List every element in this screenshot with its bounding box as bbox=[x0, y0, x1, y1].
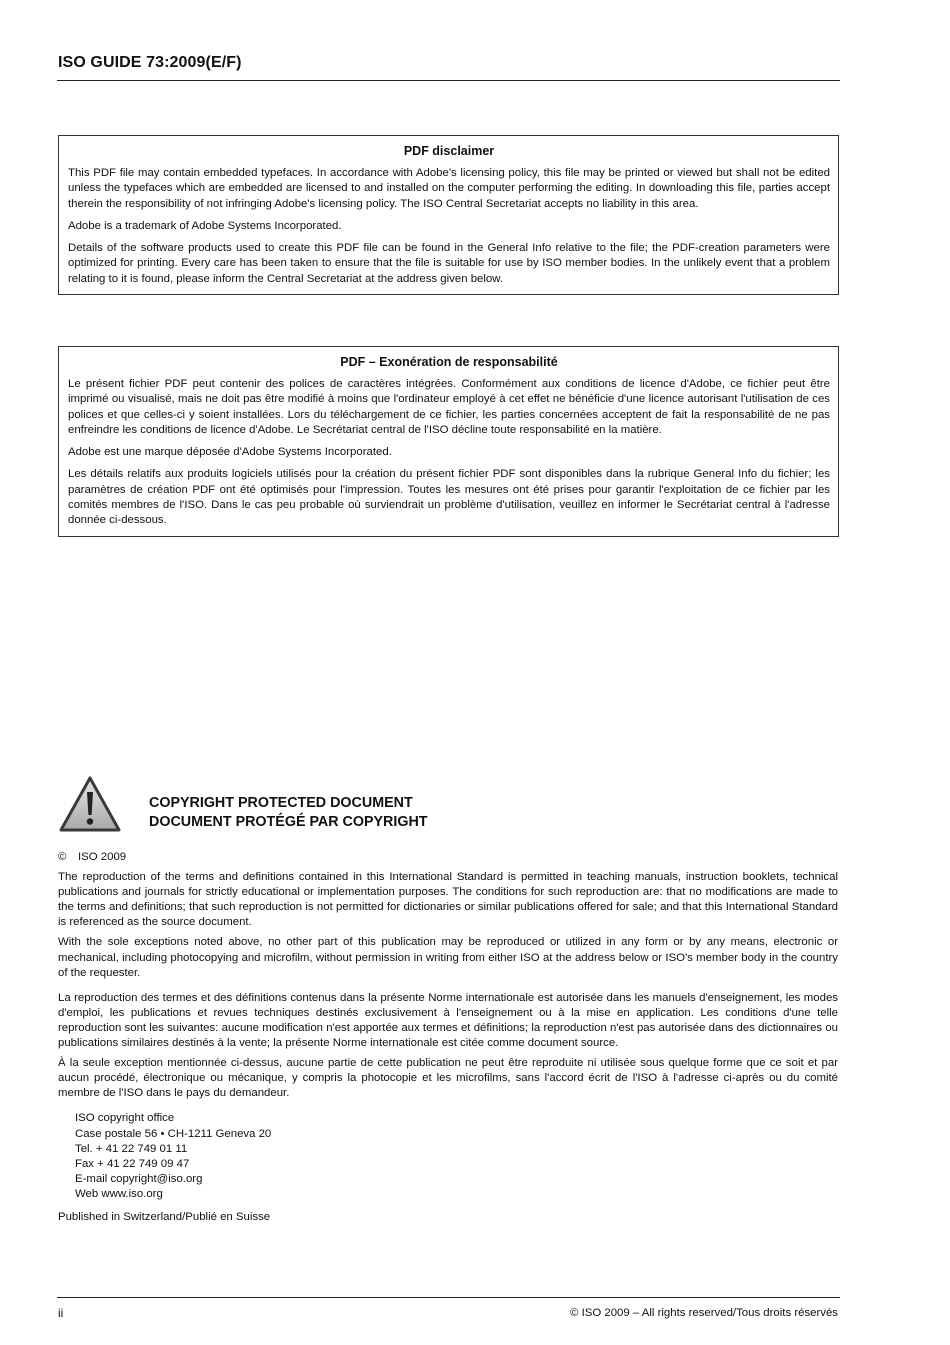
copyright-symbol: © bbox=[58, 851, 67, 863]
address-fax: Fax + 41 22 749 09 47 bbox=[75, 1157, 190, 1170]
copyright-year-line bbox=[58, 850, 838, 865]
footer-rights-notice: © ISO 2009 – All rights reserved/Tous droits réservés bbox=[570, 1307, 838, 1319]
disclaimer-paragraph-en-2: Adobe is a trademark of Adobe Systems Incorporated. bbox=[68, 219, 342, 232]
copyright-heading-en: COPYRIGHT PROTECTED DOCUMENT bbox=[149, 795, 413, 811]
address-tel: Tel. + 41 22 749 01 11 bbox=[75, 1142, 188, 1155]
disclaimer-paragraph-en-3: Details of the software products used to create this PDF file can be found in the General Info relative to the file; the PDF-creation parameters were optimized for printing. Every care has been taken to ensure that the file is suitable for use by ISO member bodies. In the unlikely event that a problem relating to it is found, please inform the Central Secretariat at the address given below. bbox=[68, 242, 830, 285]
copyright-year: ISO 2009 bbox=[78, 851, 127, 863]
address-web: Web www.iso.org bbox=[75, 1187, 163, 1200]
iso-office-address bbox=[75, 1111, 838, 1202]
copyright-heading bbox=[149, 794, 428, 832]
address-postal: Case postale 56 • CH-1211 Geneva 20 bbox=[75, 1127, 272, 1140]
pdf-disclaimer-box-fr bbox=[58, 346, 839, 537]
copyright-paragraph-fr-2: À la seule exception mentionnée ci-dessus, aucune partie de cette publication ne peut être reproduite ni utilisée sous quelque forme que ce soit et par aucun procédé, électronique ou mécanique, y compris la photocopie et les microfilms, sans l'accord écrit de l'ISO à l'adresse ci-après ou du comité membre de l'ISO dans le pays du demandeur. bbox=[58, 1057, 838, 1100]
pdf-disclaimer-box-en bbox=[58, 135, 839, 295]
disclaimer-title-en: PDF disclaimer bbox=[403, 144, 495, 158]
copyright-paragraph-en-2: With the sole exceptions noted above, no other part of this publication may be reproduced or utilized in any form or by any means, electronic or mechanical, including photocopying and microfilm, without permission in writing from either ISO at the address below or ISO's member body in the country of the requester. bbox=[58, 936, 838, 979]
copyright-heading-fr: DOCUMENT PROTÉGÉ PAR COPYRIGHT bbox=[149, 814, 428, 830]
page-number: ii bbox=[58, 1306, 64, 1320]
copyright-paragraph-fr-1: La reproduction des termes et des définitions contenus dans la présente Norme internationale est autorisée dans les manuels d'enseignement, les modes d'emploi, les publications et revues techniques destinés exclusivement à l'enseignement ou à la mise en application. Les conditions d'une telle reproduction sont les suivantes: aucune modification n'est apportée aux termes et définitions; la reproduction n'est pas autorisée dans des dictionnaires ou publications similaires destinés à la vente; la présente Norme internationale est citée comme document source. bbox=[58, 991, 838, 1050]
warning-icon bbox=[58, 775, 122, 833]
address-email: E-mail copyright@iso.org bbox=[75, 1172, 203, 1185]
footer-divider bbox=[57, 1297, 840, 1298]
published-in: Published in Switzerland/Publié en Suisse bbox=[58, 1210, 271, 1223]
disclaimer-paragraph-fr-1: Le présent fichier PDF peut contenir des polices de caractères intégrées. Conformément aux conditions de licence d'Adobe, ce fichier peut être imprimé ou visualisé, mais ne doit pas être modifié à moins que l'ordinateur employé à cet effet ne bénéficie d'une licence autorisant l'utilisation de ces polices et que celles-ci y soient installées. Lors du téléchargement de ce fichier, les parties concernées acceptent de fait la responsabilité de ne pas enfreindre les conditions de licence d'Adobe. Le Secrétariat central de l'ISO décline toute responsabilité en la matière. bbox=[68, 378, 830, 436]
disclaimer-paragraph-fr-3: Les détails relatifs aux produits logiciels utilisés pour la création du présent fichier PDF sont disponibles dans la rubrique General Info du fichier; les paramètres de création PDF ont été optimisés pour l'impression. Toutes les mesures ont été prises pour garantir l'exploitation de ce fichier par les comités membres de l'ISO. Dans le cas peu probable où surviendrait un problème d'utilisation, veuillez en informer le Secrétariat central à l'adresse donnée ci-dessous. bbox=[68, 468, 830, 527]
disclaimer-paragraph-en-1: This PDF file may contain embedded typefaces. In accordance with Adobe's licensing policy, this file may be printed or viewed but shall not be edited unless the typefaces which are embedded are licensed to and installed on the computer performing the editing. In downloading this file, parties accept therein the responsibility of not infringing Adobe's licensing policy. The ISO Central Secretariat accepts no liability in this area. bbox=[68, 167, 830, 210]
address-office: ISO copyright office bbox=[75, 1112, 175, 1125]
header-divider bbox=[57, 80, 840, 81]
document-header-title: ISO GUIDE 73:2009(E/F) bbox=[58, 54, 242, 71]
disclaimer-title-fr: PDF – Exonération de responsabilité bbox=[340, 355, 558, 369]
copyright-paragraph-en-1: The reproduction of the terms and definitions contained in this International Standard is permitted in teaching manuals, instruction booklets, technical publications and journals for strictly educational or implementation purposes. The conditions for such reproduction are: that no modifications are made to the terms and definitions; that such reproduction is not permitted for dictionaries or similar publications offered for sale; and that this International Standard is referenced as the source document. bbox=[58, 871, 838, 929]
copyright-legal-text bbox=[58, 850, 838, 1230]
disclaimer-paragraph-fr-2: Adobe est une marque déposée d'Adobe Systems Incorporated. bbox=[68, 446, 392, 459]
